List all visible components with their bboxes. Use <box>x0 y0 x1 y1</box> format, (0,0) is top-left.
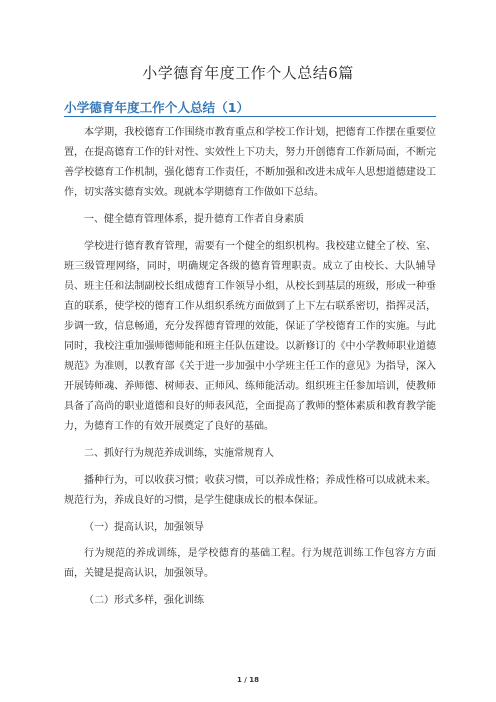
paragraph-habits: 播种行为，可以收获习惯；收获习惯，可以养成性格；养成性格可以成就未来。规范行为，养成良好的习惯，是学生健康成长的根本保证。 <box>64 475 436 506</box>
subheading-two-one: （一）提高认识，加强领导 <box>84 522 204 533</box>
document-title: 小学德育年度工作个人总结6篇 <box>142 64 354 82</box>
section-heading: 小学德育年度工作个人总结（1） <box>64 100 250 115</box>
paragraph-intro: 本学期，我校德育工作围绕市教育重点和学校工作计划，把德育工作摆在重要位置，在提高德育工作的针对性、实效性上下功夫，努力开创德育工作新局面，不断完善学校德育工作机制，强化德育工作责任，不断加强和改进未成年人思想道德建设工作，切实落实德育实效。现就本学期德育工作做如下总结。 <box>64 127 436 198</box>
subheading-two: 二、抓好行为规范养成训练，实施常规育人 <box>84 448 274 459</box>
subheading-two-two: （二）形式多样，强化训练 <box>84 595 204 606</box>
document-body <box>64 123 436 617</box>
page-number: 1 / 18 <box>236 676 260 684</box>
subheading-one: 一、健全德育管理体系，提升德育工作者自身素质 <box>84 214 304 225</box>
paragraph-norms: 行为规范的养成训练，是学校德育的基础工程。行为规范训练工作包容方方面面，关键是提高认识，加强领导。 <box>64 548 436 579</box>
heading-underline <box>64 116 436 117</box>
paragraph-management: 学校进行德育教育管理，需要有一个健全的组织机构。我校建立健全了校、室、班三级管理网络，同时，明确规定各级的德育管理职责。成立了由校长、大队辅导员、班主任和法制副校长组成德育工作领导小组，从校长到基层的班级，形成一种垂直的联系，使学校的德育工作从组织系统方面做到了上下左右联系密切，指挥灵活，步调一致，信息畅通，充分发挥德育管理的效能，保证了学校德育工作的实施。与此同时，我校注重加强师德师能和班主任队伍建设。以新修订的《中小学教师职业道德规范》为准则，以教育部《关于进一步加强中小学班主任工作的意见》为指导，深入开展铸师魂、养师德、树师表、正师风、练师能活动。组织班主任参加培训，使教师具备了高尚的职业道德和良好的师表风范，全面提高了教师的整体素质和教育教学能力，为德育工作的有效开展奠定了良好的基础。 <box>64 241 436 432</box>
